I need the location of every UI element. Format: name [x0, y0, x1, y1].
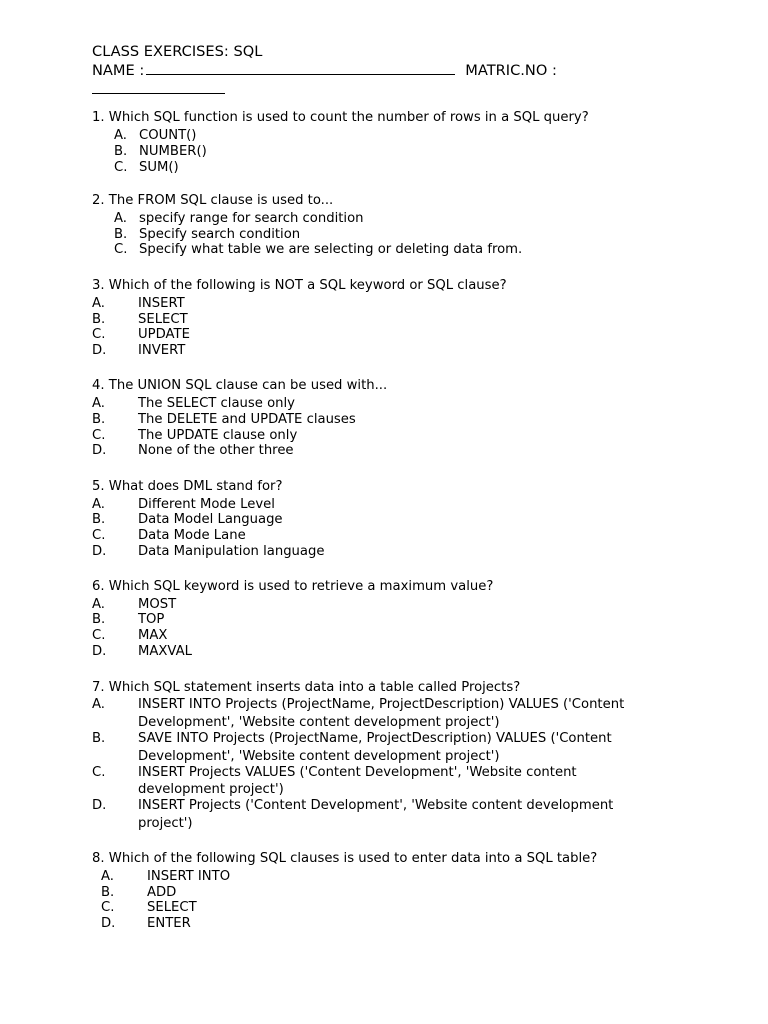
- option-text: Different Mode Level: [138, 497, 275, 512]
- question-6: 6. Which SQL keyword is used to retrieve a maximum value?: [92, 579, 494, 594]
- option-letter: D.: [92, 544, 107, 559]
- option-text-line-1: INSERT Projects VALUES ('Content Development', 'Website content: [138, 765, 577, 780]
- option-text: TOP: [138, 612, 165, 627]
- option-text: INVERT: [138, 343, 186, 358]
- option-text: UPDATE: [138, 327, 190, 342]
- option-text: SUM(): [139, 160, 179, 175]
- option-letter: C.: [114, 242, 128, 257]
- option-letter: D.: [92, 798, 107, 813]
- option-text: MAX: [138, 628, 168, 643]
- option-text-line-2: project'): [138, 816, 193, 831]
- option-letter: A.: [114, 128, 127, 143]
- matric-label: MATRIC.NO :: [465, 62, 557, 79]
- option-text: Data Mode Lane: [138, 528, 246, 543]
- option-text: MAXVAL: [138, 644, 192, 659]
- option-text: Specify what table we are selecting or deleting data from.: [139, 242, 523, 257]
- question-4: 4. The UNION SQL clause can be used with...: [92, 378, 388, 393]
- option-letter: B.: [92, 412, 106, 427]
- option-letter: D.: [92, 343, 107, 358]
- option-letter: C.: [92, 628, 106, 643]
- option-letter: B.: [92, 612, 106, 627]
- option-letter: D.: [101, 916, 116, 931]
- option-text-line-2: development project'): [138, 782, 284, 797]
- option-letter: A.: [92, 597, 105, 612]
- option-text: ADD: [147, 885, 177, 900]
- option-letter: B.: [92, 512, 106, 527]
- option-text-line-1: SAVE INTO Projects (ProjectName, ProjectDescription) VALUES ('Content: [138, 731, 612, 746]
- question-2: 2. The FROM SQL clause is used to...: [92, 193, 334, 208]
- option-text-line-1: INSERT INTO Projects (ProjectName, ProjectDescription) VALUES ('Content: [138, 697, 625, 712]
- option-text: ENTER: [147, 916, 191, 931]
- question-1: 1. Which SQL function is used to count the number of rows in a SQL query?: [92, 110, 589, 125]
- option-letter: D.: [92, 644, 107, 659]
- option-text: INSERT INTO: [147, 869, 231, 884]
- option-letter: B.: [114, 227, 128, 242]
- option-letter: A.: [92, 396, 105, 411]
- option-text: None of the other three: [138, 443, 294, 458]
- option-letter: C.: [92, 327, 106, 342]
- name-blank-line[interactable]: [146, 60, 455, 75]
- option-text: specify range for search condition: [139, 211, 364, 226]
- option-text: Data Manipulation language: [138, 544, 325, 559]
- option-text: SELECT: [147, 900, 197, 915]
- option-text: Specify search condition: [139, 227, 301, 242]
- question-8: 8. Which of the following SQL clauses is used to enter data into a SQL table?: [92, 851, 598, 866]
- option-letter: C.: [114, 160, 128, 175]
- option-text: COUNT(): [139, 128, 197, 143]
- option-text: MOST: [138, 597, 177, 612]
- matric-blank-line[interactable]: [92, 78, 225, 94]
- option-letter: A.: [101, 869, 114, 884]
- name-label: NAME :: [92, 62, 145, 79]
- option-text: NUMBER(): [139, 144, 207, 159]
- option-letter: C.: [92, 528, 106, 543]
- option-letter: B.: [92, 312, 106, 327]
- option-text: The UPDATE clause only: [138, 428, 298, 443]
- option-letter: C.: [92, 428, 106, 443]
- option-letter: C.: [92, 765, 106, 780]
- worksheet-title: CLASS EXERCISES: SQL: [92, 43, 263, 60]
- question-7: 7. Which SQL statement inserts data into a table called Projects?: [92, 680, 521, 695]
- option-text-line-1: INSERT Projects ('Content Development', 'Website content development: [138, 798, 614, 813]
- option-text: INSERT: [138, 296, 185, 311]
- option-text: The DELETE and UPDATE clauses: [138, 412, 356, 427]
- option-letter: A.: [92, 497, 105, 512]
- option-text: Data Model Language: [138, 512, 283, 527]
- option-text-line-2: Development', 'Website content development project'): [138, 749, 500, 764]
- option-letter: B.: [101, 885, 115, 900]
- name-row: [92, 60, 557, 79]
- option-letter: B.: [114, 144, 128, 159]
- option-letter: C.: [101, 900, 115, 915]
- option-letter: A.: [92, 697, 105, 712]
- option-letter: A.: [92, 296, 105, 311]
- option-text-line-2: Development', 'Website content development project'): [138, 715, 500, 730]
- option-text: SELECT: [138, 312, 188, 327]
- question-3: 3. Which of the following is NOT a SQL keyword or SQL clause?: [92, 278, 507, 293]
- option-letter: B.: [92, 731, 106, 746]
- option-letter: A.: [114, 211, 127, 226]
- option-text: The SELECT clause only: [138, 396, 295, 411]
- option-letter: D.: [92, 443, 107, 458]
- question-5: 5. What does DML stand for?: [92, 479, 283, 494]
